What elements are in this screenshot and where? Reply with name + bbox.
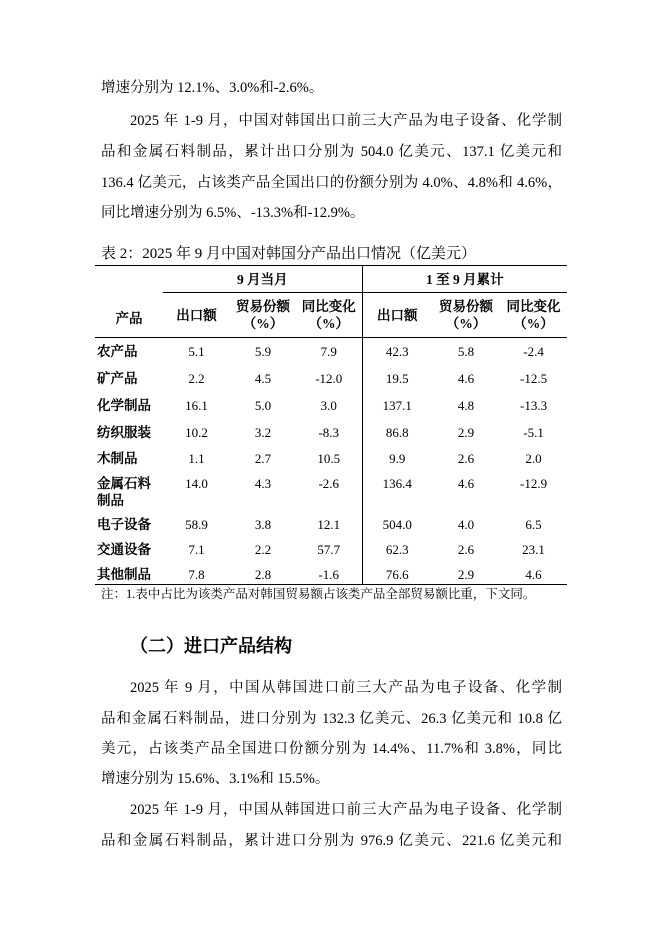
- table-column-header-row: [95, 293, 567, 338]
- cell-ytd-export: 42.3: [362, 338, 432, 365]
- cell-ytd-export: 137.1: [362, 392, 432, 419]
- cell-ytd-yoy: -2.4: [523, 344, 544, 359]
- cell-ytd-share: 2.6: [457, 450, 475, 466]
- cell-ytd-export: 62.3: [362, 536, 432, 561]
- cell-monthly-share: 2.2: [254, 541, 272, 557]
- cell-ytd-share: 4.0: [457, 516, 475, 532]
- table-row: [95, 470, 567, 511]
- cell-monthly-export: 16.1: [185, 397, 208, 413]
- col-header-monthly-export: [163, 293, 230, 338]
- cell-monthly-share: 2.7: [254, 450, 272, 466]
- table-body: [95, 338, 567, 585]
- paragraph-line: 美元，占该类产品全国进口份额分别为 14.4%、11.7%和 3.8%，同比: [101, 741, 562, 757]
- cell-monthly-yoy: -8.3: [318, 424, 340, 440]
- col-header-label: 出口额: [176, 307, 217, 323]
- col-header-unit: （%）: [445, 316, 487, 331]
- product-name-cell: 矿产品: [97, 370, 138, 386]
- product-name-cell: 纺织服装: [97, 424, 151, 440]
- table-row: [95, 511, 567, 536]
- cell-ytd-yoy: 6.5: [525, 516, 542, 532]
- product-name-cell: 电子设备: [97, 516, 151, 532]
- col-header-ytd-export: [362, 293, 432, 338]
- table-row: [95, 419, 567, 445]
- col-header-unit: （%）: [242, 316, 284, 331]
- col-header-label: 贸易份额: [439, 299, 494, 314]
- cell-monthly-share: 3.8: [254, 516, 272, 532]
- cell-monthly-export: 1.1: [188, 450, 205, 466]
- table-row: [95, 445, 567, 470]
- paragraph-line: 同比增速分别为 6.5%、-13.3%和-12.9%。: [101, 205, 365, 221]
- cell-ytd-yoy: -13.3: [520, 397, 548, 413]
- cell-ytd-share: 2.9: [432, 561, 500, 585]
- col-header-monthly-share: [230, 293, 296, 338]
- table-row: [95, 365, 567, 392]
- cell-ytd-yoy: 23.1: [522, 541, 545, 557]
- col-header-ytd-yoy: [500, 293, 567, 338]
- cell-ytd-export: 136.4: [362, 470, 432, 511]
- section-heading: （二）进口产品结构: [130, 636, 292, 656]
- paragraph-line: 品和金属石料制品，累计出口分别为 504.0 亿美元、137.1 亿美元和: [101, 144, 562, 160]
- col-header-label: 出口额: [377, 307, 418, 323]
- table-note: 注：1.表中占比为该类产品对韩国贸易额占该类产品全部贸易额比重，下文同。: [101, 587, 536, 601]
- cell-ytd-share: 2.6: [457, 541, 475, 557]
- cell-monthly-share: 4.3: [254, 475, 272, 491]
- col-header-ytd-share: [432, 293, 500, 338]
- cell-ytd-yoy: 4.6: [500, 561, 567, 585]
- cell-ytd-share: 4.6: [457, 370, 475, 386]
- cell-monthly-share: 3.2: [254, 424, 272, 440]
- product-name-cell: 化学制品: [97, 397, 151, 413]
- product-name-cell: 金属石料制品: [97, 475, 151, 508]
- cell-monthly-share: 2.8: [230, 561, 296, 585]
- cell-monthly-export: 7.8: [163, 561, 230, 585]
- col-header-product: 产品: [95, 266, 163, 338]
- cell-monthly-yoy: -1.6: [296, 561, 362, 585]
- paragraph-line: 增速分别为 15.6%、3.1%和 15.5%。: [101, 771, 330, 787]
- paragraph-line: 增速分别为 12.1%、3.0%和-2.6%。: [101, 80, 324, 96]
- table-row: [95, 561, 567, 585]
- paragraph-line: 2025 年 1-9 月，中国对韩国出口前三大产品为电子设备、化学制: [130, 113, 562, 129]
- cell-ytd-export: 19.5: [362, 365, 432, 392]
- cell-monthly-export: 58.9: [185, 516, 208, 532]
- cell-monthly-yoy: -2.6: [318, 475, 340, 491]
- cell-monthly-share: 5.0: [254, 397, 272, 413]
- group-header-monthly: 9 月当月: [163, 266, 362, 293]
- cell-ytd-export: 9.9: [362, 445, 432, 470]
- table-row: [95, 338, 567, 365]
- cell-ytd-export: 504.0: [362, 511, 432, 536]
- cell-monthly-export: 2.2: [188, 370, 205, 386]
- cell-monthly-share: 5.9: [254, 344, 272, 359]
- cell-ytd-share: 2.9: [457, 424, 475, 440]
- product-name-cell: 木制品: [97, 450, 138, 466]
- col-header-unit: （%）: [513, 316, 554, 331]
- group-header-ytd: 1 至 9 月累计: [362, 266, 567, 293]
- cell-ytd-share: 4.6: [457, 475, 475, 491]
- cell-monthly-yoy: 57.7: [317, 541, 341, 557]
- cell-ytd-yoy: -5.1: [523, 424, 544, 440]
- table-row: [95, 536, 567, 561]
- cell-ytd-share: 4.8: [457, 397, 475, 413]
- cell-monthly-yoy: 3.0: [320, 397, 337, 413]
- col-header-label: 同比变化: [301, 299, 356, 314]
- col-header-label: 同比变化: [506, 299, 561, 314]
- table-group-header-row: [95, 266, 567, 293]
- cell-ytd-yoy: -12.9: [520, 475, 548, 491]
- cell-monthly-yoy: 12.1: [317, 516, 341, 532]
- cell-monthly-export: 7.1: [188, 541, 205, 557]
- product-name-cell: 交通设备: [97, 541, 151, 557]
- product-name-cell: 其他制品: [95, 561, 163, 585]
- paragraph-line: 品和金属石料制品，进口分别为 132.3 亿美元、26.3 亿美元和 10.8 亿: [101, 711, 562, 727]
- table-row: [95, 392, 567, 419]
- cell-ytd-yoy: 2.0: [525, 450, 542, 466]
- cell-ytd-export: 86.8: [362, 419, 432, 445]
- cell-ytd-share: 5.8: [457, 344, 475, 359]
- col-header-label: 贸易份额: [236, 299, 290, 314]
- paragraph-line: 品和金属石料制品，累计进口分别为 976.9 亿美元、221.6 亿美元和: [101, 833, 562, 849]
- cell-monthly-yoy: -12.0: [315, 370, 343, 386]
- cell-monthly-share: 4.5: [254, 370, 272, 386]
- paragraph-line: 136.4 亿美元，占该类产品全国出口的份额分别为 4.0%、4.8%和 4.6%，: [101, 175, 562, 191]
- cell-ytd-export: 76.6: [362, 561, 432, 585]
- cell-monthly-export: 10.2: [185, 424, 208, 440]
- paragraph-line: 2025 年 9 月，中国从韩国进口前三大产品为电子设备、化学制: [130, 680, 562, 696]
- table-caption: 表 2：2025 年 9 月中国对韩国分产品出口情况（亿美元）: [101, 246, 477, 262]
- paragraph-line: 2025 年 1-9 月，中国从韩国进口前三大产品为电子设备、化学制: [130, 802, 562, 818]
- cell-monthly-export: 5.1: [188, 344, 205, 359]
- cell-monthly-yoy: 7.9: [320, 344, 337, 359]
- col-header-monthly-yoy: [296, 293, 362, 338]
- cell-ytd-yoy: -12.5: [520, 370, 548, 386]
- col-header-unit: （%）: [308, 316, 350, 331]
- cell-monthly-export: 14.0: [185, 475, 208, 491]
- cell-monthly-yoy: 10.5: [317, 450, 341, 466]
- product-name-cell: 农产品: [97, 344, 138, 359]
- export-by-product-table: [95, 265, 567, 585]
